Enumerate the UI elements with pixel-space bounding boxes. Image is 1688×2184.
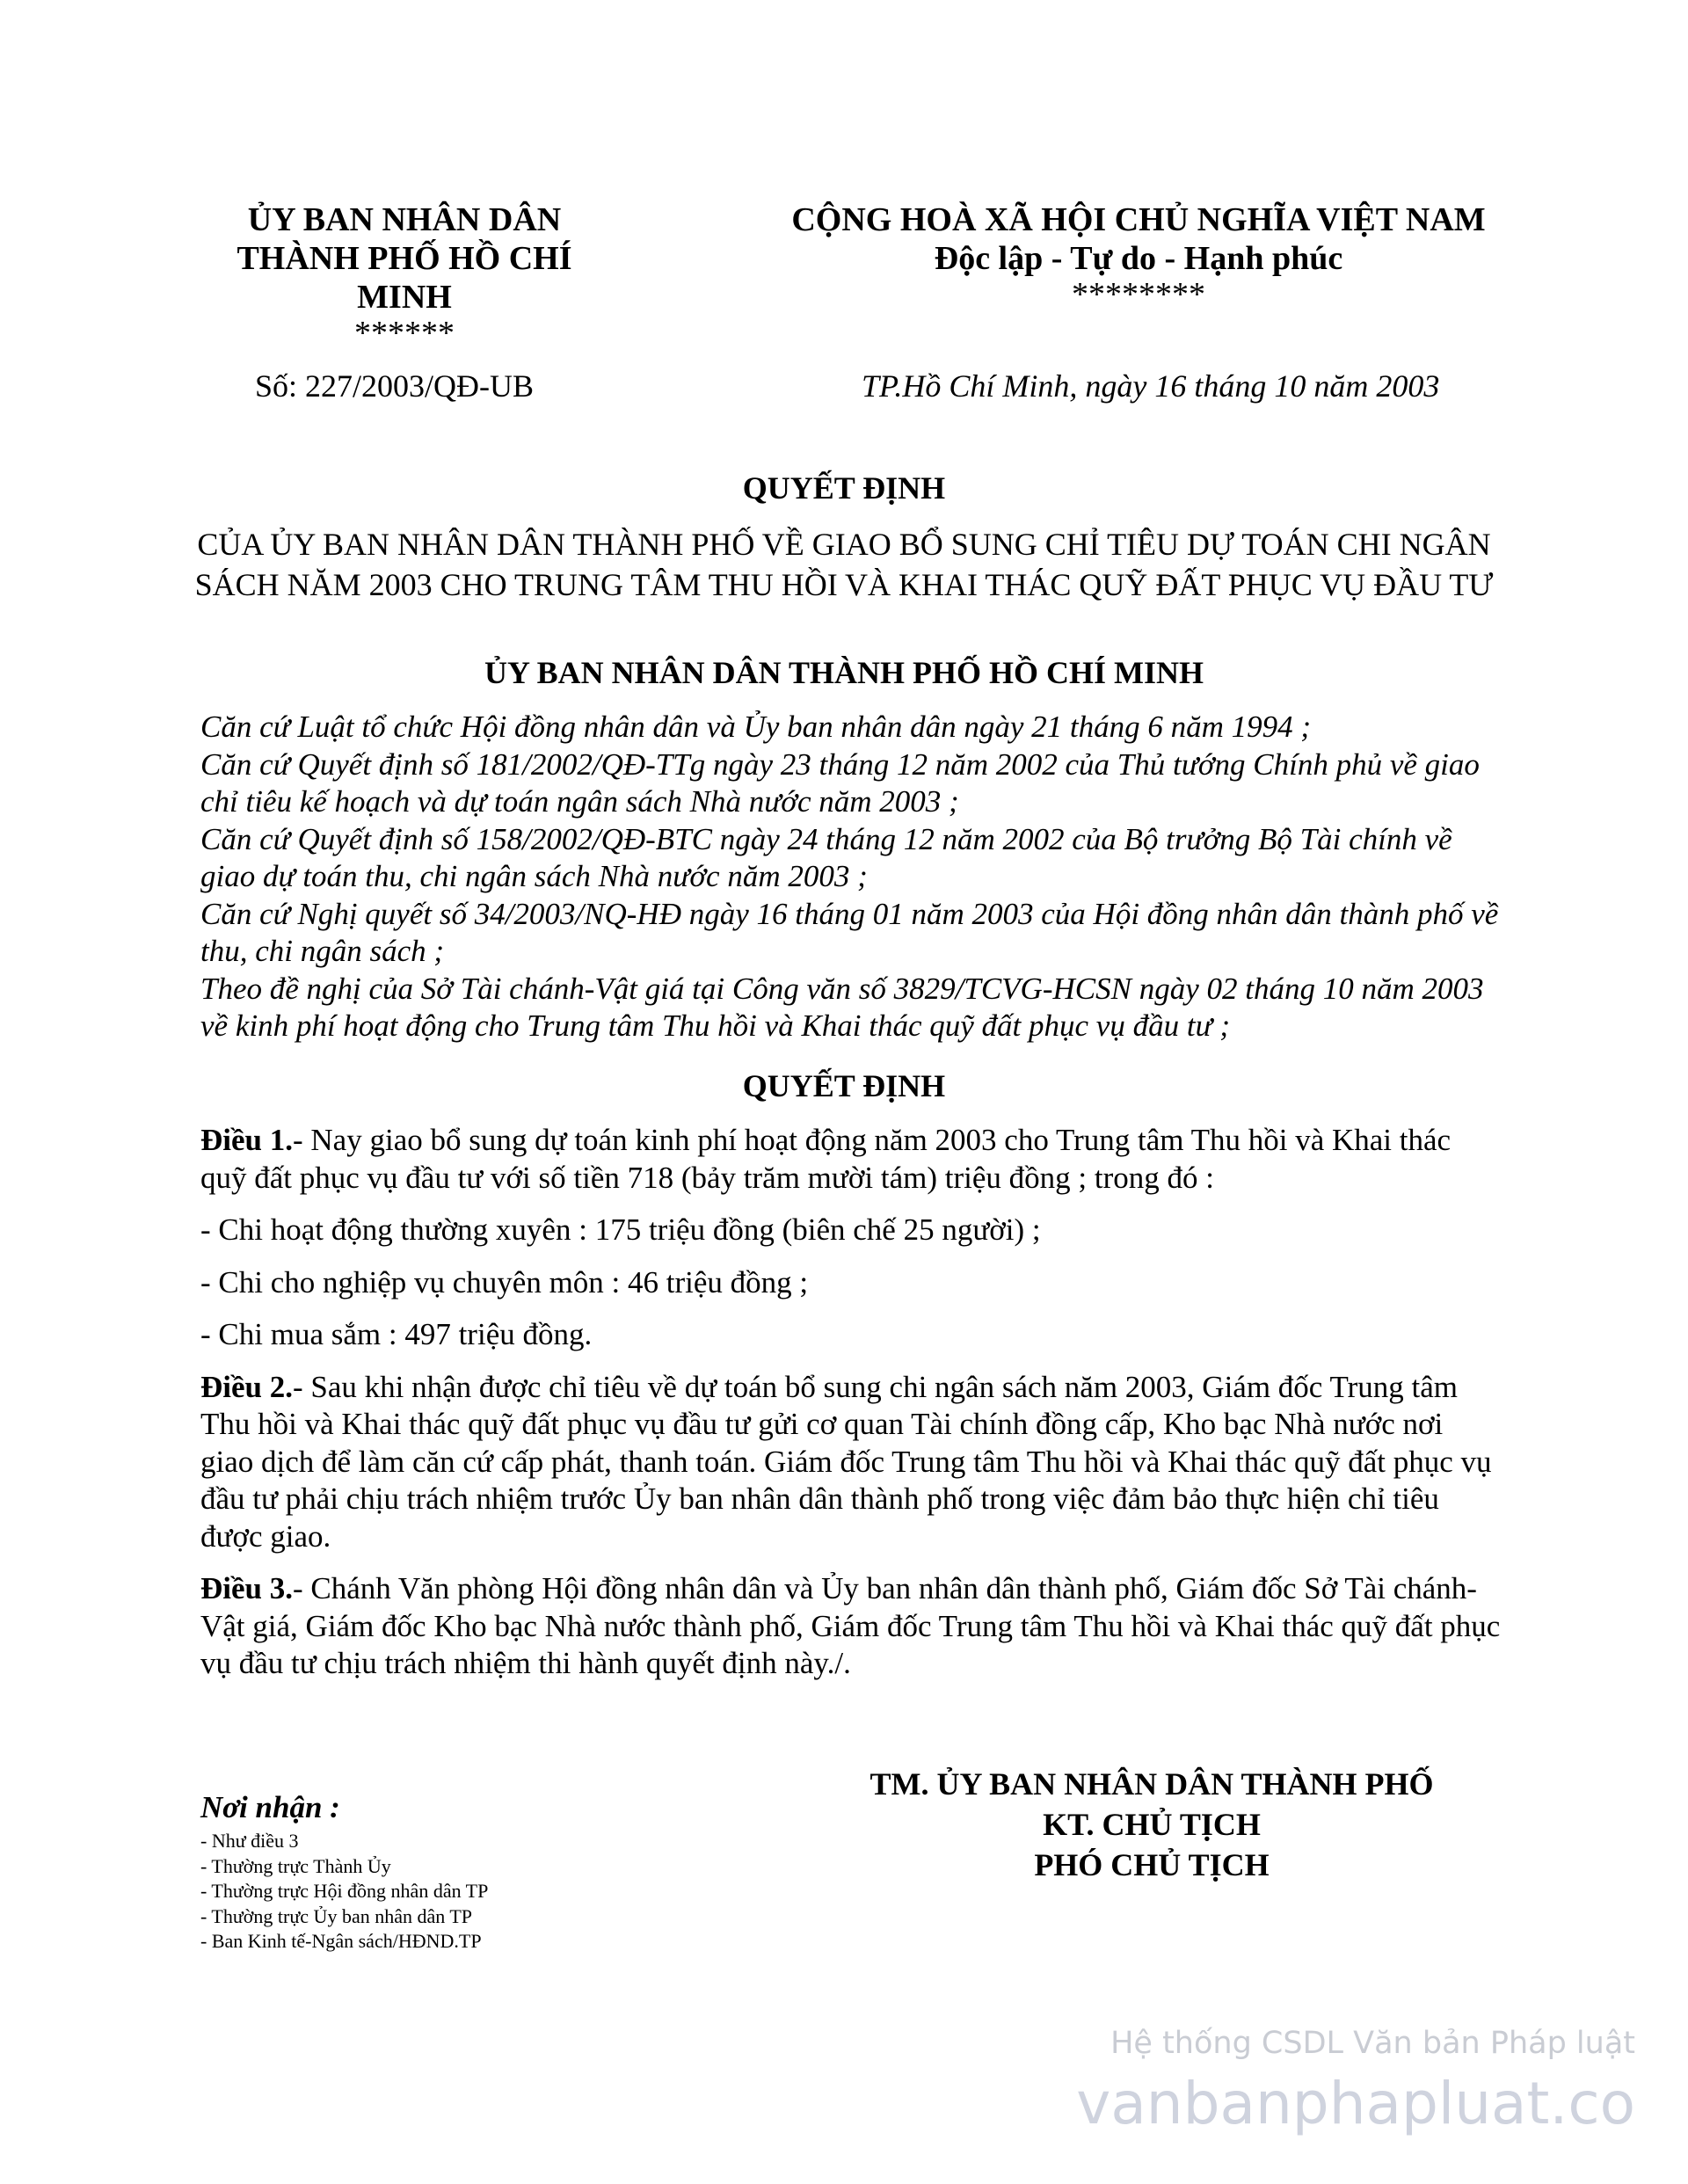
article-1-item: - Chi hoạt động thường xuyên : 175 triệu đồng (biên chế 25 người) ; xyxy=(200,1212,1041,1247)
article-2 xyxy=(200,1369,1502,1556)
article-1-label: Điều 1. xyxy=(200,1123,293,1157)
preamble-item: Căn cứ Nghị quyết số 34/2003/NQ-HĐ ngày 16 tháng 01 năm 2003 của Hội đồng nhân dân thành phố về thu, chi ngân sách ; xyxy=(200,896,1499,968)
recipient-item: - Ban Kinh tế-Ngân sách/HĐND.TP xyxy=(200,1930,482,1952)
document-title: QUYẾT ĐỊNH xyxy=(742,470,946,506)
document-subject: CỦA ỦY BAN NHÂN DÂN THÀNH PHỐ VỀ GIAO BỔ SUNG CHỈ TIÊU DỰ TOÁN CHI NGÂN SÁCH NĂM 2003 CHO TRUNG TÂM THU HỒI VÀ KHAI THÁC QUỸ ĐẤT PHỤC VỤ ĐẦU TƯ xyxy=(194,527,1494,602)
national-motto: Độc lập - Tự do - Hạnh phúc xyxy=(934,240,1343,277)
issuer-header xyxy=(202,200,607,350)
article-1-text: - Nay giao bổ sung dự toán kinh phí hoạt động năm 2003 cho Trung tâm Thu hồi và Khai thác quỹ đất phục vụ đầu tư với số tiền 718 (bảy trăm mười tám) triệu đồng ; trong đó : xyxy=(200,1123,1452,1195)
preamble xyxy=(200,709,1502,1045)
national-stars: ******** xyxy=(1072,276,1205,313)
signature-block xyxy=(791,1764,1512,1885)
recipient-item: - Thường trực Hội đồng nhân dân TP xyxy=(200,1880,489,1902)
article-3 xyxy=(200,1570,1502,1683)
issuer-line-1: ỦY BAN NHÂN DÂN xyxy=(247,201,562,238)
national-header xyxy=(677,200,1600,311)
article-2-label: Điều 2. xyxy=(200,1369,293,1404)
article-3-text: - Chánh Văn phòng Hội đồng nhân dân và Ủy ban nhân dân thành phố, Giám đốc Sở Tài chánh-Vật giá, Giám đốc Kho bạc Nhà nước thành phố, Giám đốc Trung tâm Thu hồi và Khai thác quỹ đất phục vụ đầu tư chịu trách nhiệm thi hành quyết định này./. xyxy=(200,1571,1501,1680)
preamble-item: Căn cứ Luật tổ chức Hội đồng nhân dân và Ủy ban nhân dân ngày 21 tháng 6 năm 1994 ; xyxy=(200,710,1312,744)
recipients-list xyxy=(200,1829,488,1955)
signature-line-3: PHÓ CHỦ TỊCH xyxy=(1034,1847,1270,1882)
preamble-item: Theo đề nghị của Sở Tài chánh-Vật giá tại Công văn số 3829/TCVG-HCSN ngày 02 tháng 10 năm 2003 về kinh phí hoạt động cho Trung tâm Thu hồi và Khai thác quỹ đất phục vụ đầu tư ; xyxy=(200,971,1484,1043)
preamble-item: Căn cứ Quyết định số 181/2002/QĐ-TTg ngày 23 tháng 12 năm 2002 của Thủ tướng Chính phủ về giao chỉ tiêu kế hoạch và dự toán ngân sách Nhà nước năm 2003 ; xyxy=(200,746,1480,819)
issuing-authority: ỦY BAN NHÂN DÂN THÀNH PHỐ HỒ CHÍ MINH xyxy=(484,655,1204,690)
decision-heading: QUYẾT ĐỊNH xyxy=(742,1068,946,1103)
signature-line-2: KT. CHỦ TỊCH xyxy=(1043,1807,1261,1842)
watermark-caption: Hệ thống CSDL Văn bản Pháp luật xyxy=(1110,2026,1635,2061)
article-1-item: - Chi mua sắm : 497 triệu đồng. xyxy=(200,1317,593,1351)
issuer-line-2: THÀNH PHỐ HỒ CHÍ xyxy=(236,240,572,277)
place-date: TP.Hồ Chí Minh, ngày 16 tháng 10 năm 2003 xyxy=(862,368,1440,404)
article-2-text: - Sau khi nhận được chỉ tiêu về dự toán bổ sung chi ngân sách năm 2003, Giám đốc Trung tâm Thu hồi và Khai thác quỹ đất phục vụ đầu tư gửi cơ quan Tài chính đồng cấp, Kho bạc Nhà nước nơi giao dịch để làm căn cứ cấp phát, thanh toán. Giám đốc Trung tâm Thu hồi và Khai thác quỹ đất phục vụ đầu tư phải chịu trách nhiệm trước Ủy ban nhân dân thành phố trong việc đảm bảo thực hiện chỉ tiêu được giao. xyxy=(200,1369,1492,1554)
signature-line-1: TM. ỦY BAN NHÂN DÂN THÀNH PHỐ xyxy=(869,1766,1434,1802)
issuer-line-3: MINH xyxy=(357,279,452,316)
document-number: Số: 227/2003/QĐ-UB xyxy=(255,368,535,404)
article-3-label: Điều 3. xyxy=(200,1571,293,1605)
recipient-item: - Thường trực Ủy ban nhân dân TP xyxy=(200,1904,473,1927)
recipient-item: - Như điều 3 xyxy=(200,1830,299,1852)
article-1 xyxy=(200,1122,1502,1197)
preamble-item: Căn cứ Quyết định số 158/2002/QĐ-BTC ngày 24 tháng 12 năm 2002 của Bộ trưởng Bộ Tài chính về giao dự toán thu, chi ngân sách Nhà nước năm 2003 ; xyxy=(200,821,1452,893)
issuer-stars: ****** xyxy=(354,315,455,352)
article-1-item: - Chi cho nghiệp vụ chuyên môn : 46 triệu đồng ; xyxy=(200,1264,809,1299)
national-title: CỘNG HOÀ XÃ HỘI CHỦ NGHĨA VIỆT NAM xyxy=(791,201,1486,238)
watermark-site: vanbanphapluat.co xyxy=(1076,2070,1635,2137)
recipient-item: - Thường trực Thành Ủy xyxy=(200,1854,391,1877)
decision-body xyxy=(200,1122,1502,1698)
recipients-title: Nơi nhận : xyxy=(200,1790,340,1824)
